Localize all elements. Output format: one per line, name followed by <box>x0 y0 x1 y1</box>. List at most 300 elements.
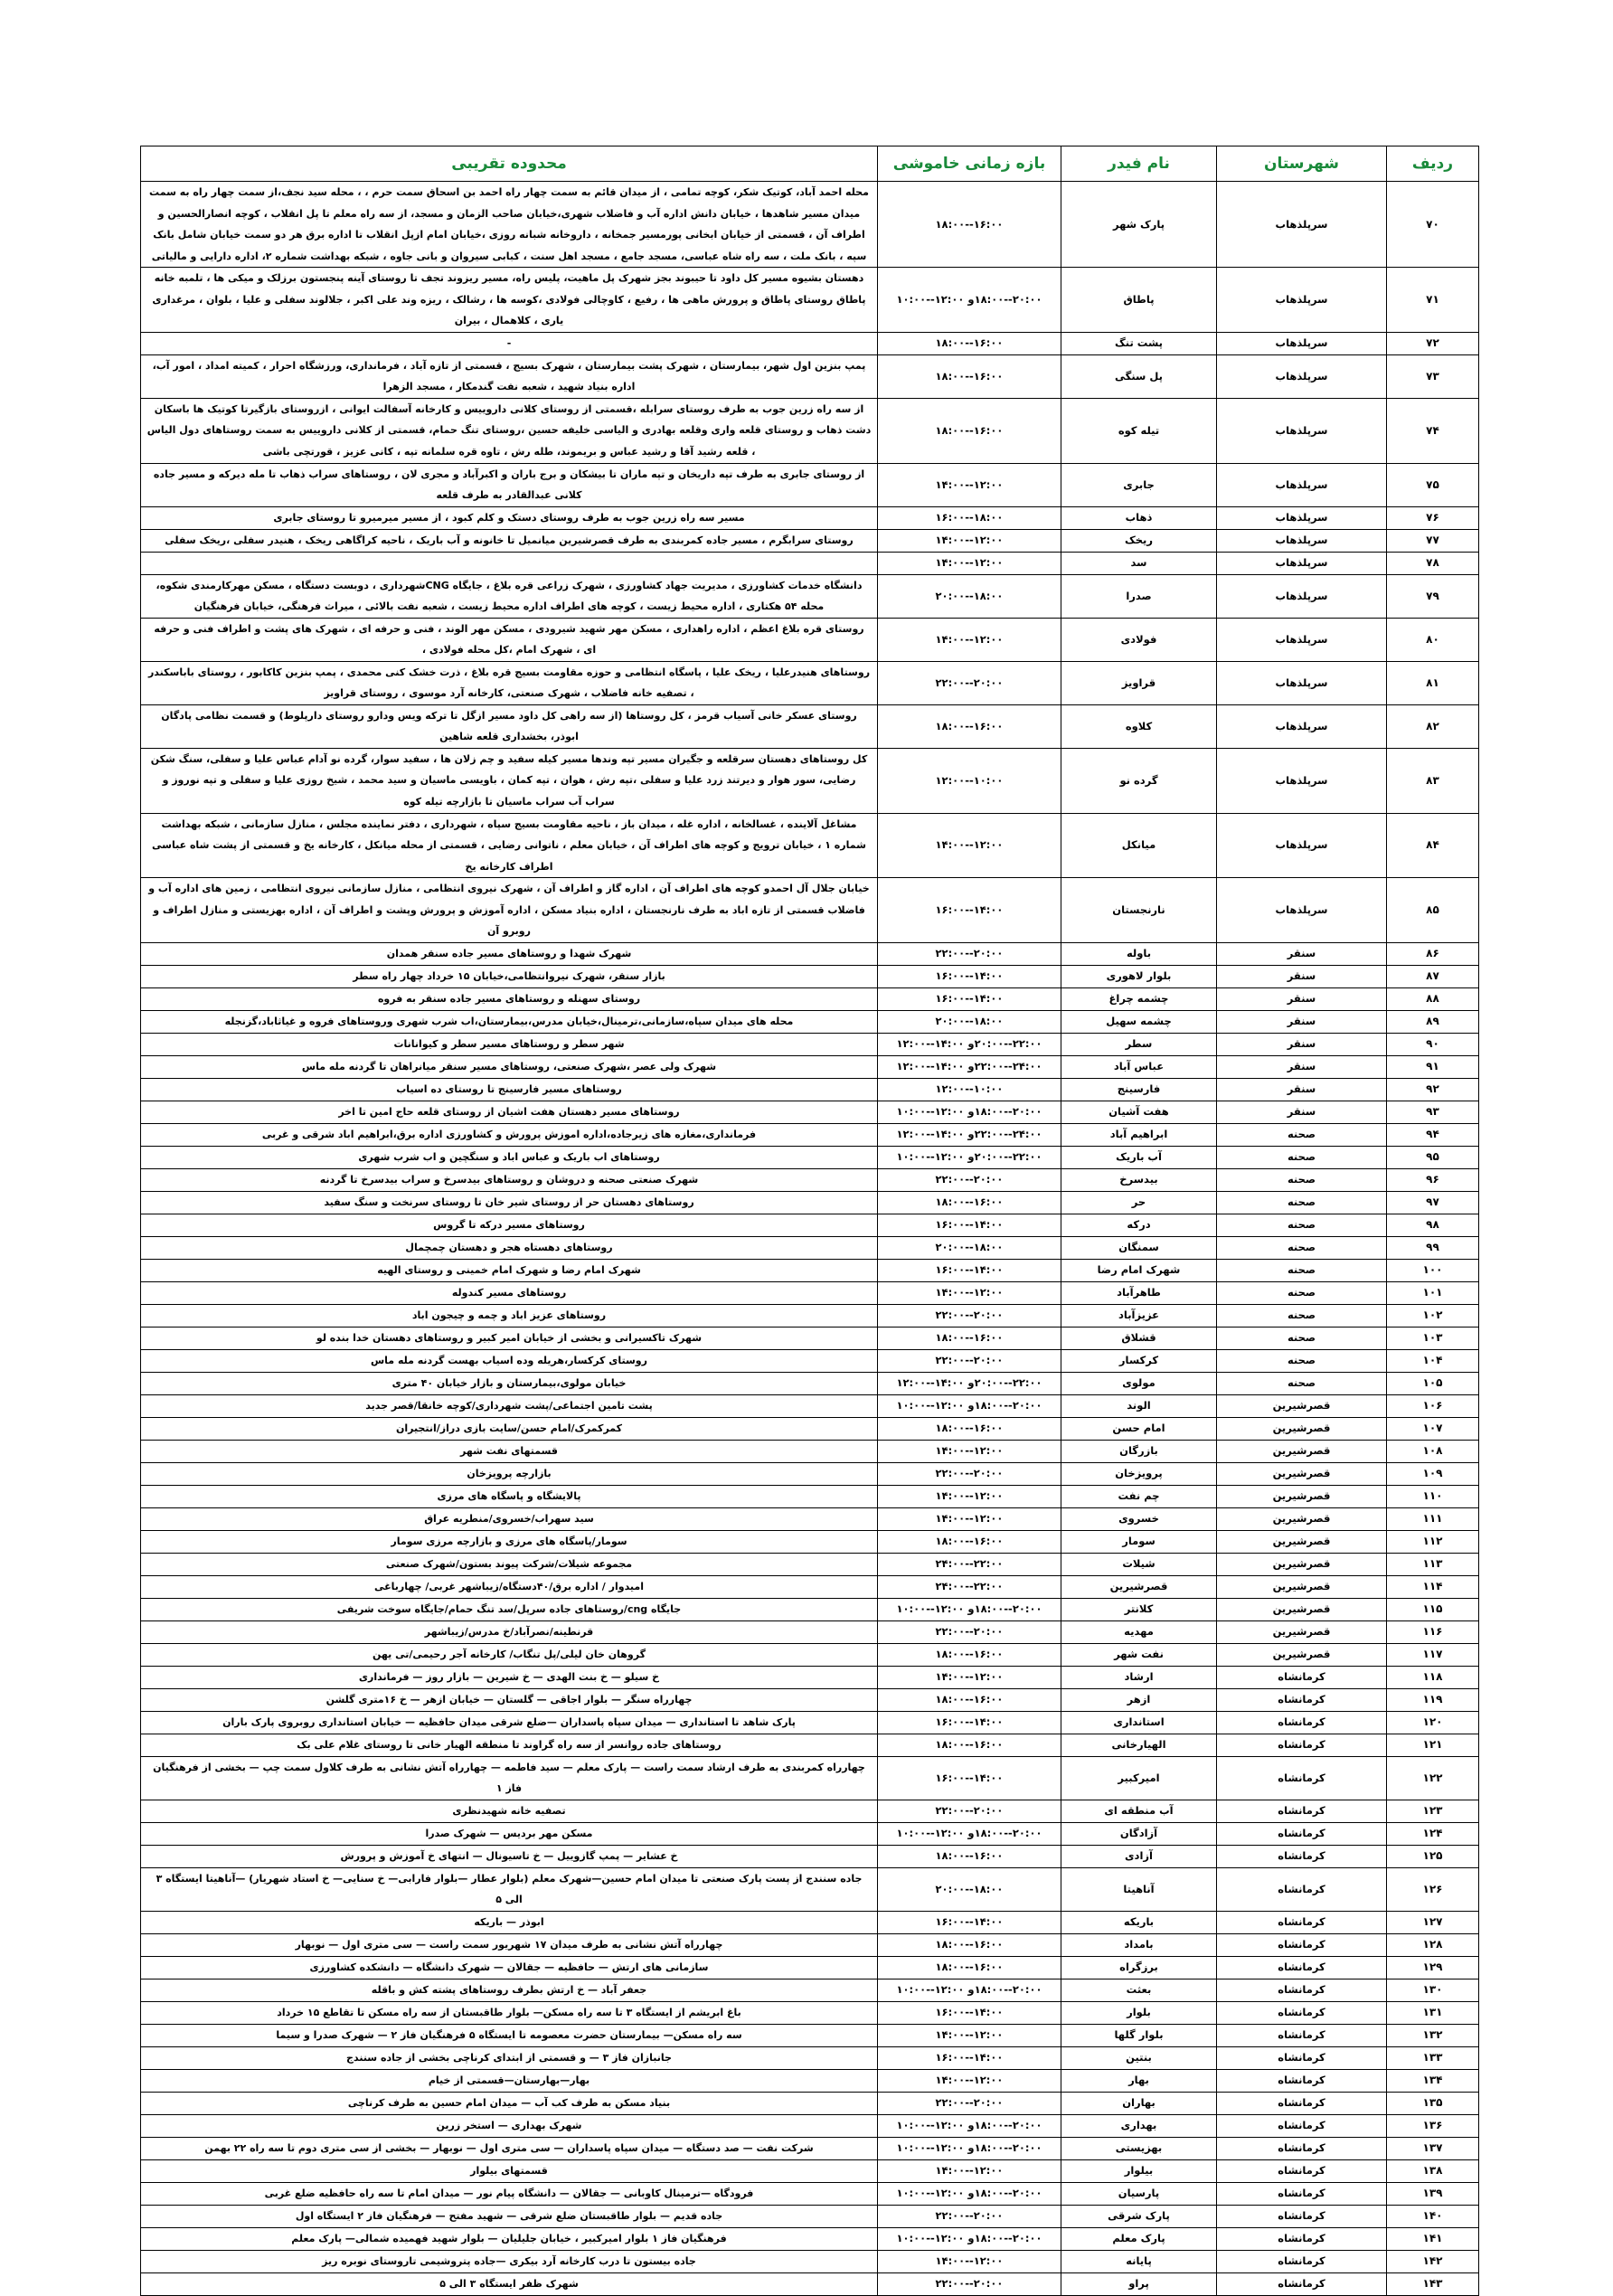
row-number: ۱۲۱ <box>1387 1734 1479 1756</box>
outage-time-cell: ۱۸:۰۰--۲۰:۰۰ <box>878 1010 1061 1033</box>
feeder-cell: کلاوه <box>1061 704 1217 748</box>
table-row <box>141 618 1479 661</box>
row-number: ۸۵ <box>1387 878 1479 943</box>
row-number: ۱۳۴ <box>1387 2069 1479 2092</box>
feeder-cell: گرده نو <box>1061 748 1217 813</box>
row-number: ۱۲۷ <box>1387 1911 1479 1933</box>
feeder-cell: بیلوار <box>1061 2159 1217 2182</box>
table-row <box>141 1800 1479 1822</box>
row-number: ۹۱ <box>1387 1055 1479 1078</box>
outage-time-cell: ۱۴:۰۰--۱۶:۰۰ <box>878 1711 1061 1734</box>
row-number: ۷۳ <box>1387 354 1479 398</box>
area-cell: کل روستاهای دهستان سرقلعه و جگیران مسیر تپه وندها مسیر کیله سفید و چم زلان ها ، سفید سوار، گرده نو آدام عباس علیا و سفلی، سنگ شکن رضایی، سور هوار و دیرتند زرد علیا و سفلی ،تپه رش ، هوان ، تپه کمان ، باویسی ماسیان و سید محمد ، شیخ روزی علیا و سفلی و تپه نوروز و سراب آب سراب ماسیان تا بازارچه تیله کوه <box>141 748 878 813</box>
table-row <box>141 1507 1479 1530</box>
city-cell: سرپلذهاب <box>1217 354 1387 398</box>
feeder-cell: ارشاد <box>1061 1666 1217 1688</box>
row-number: ۷۰ <box>1387 182 1479 268</box>
area-cell: بازار سنقر، شهرک نیروانتظامی،خیابان ۱۵ خرداد چهار راه سطر <box>141 965 878 987</box>
outage-time-cell: ۲۰:۰۰--۱۸:۰۰و ۱۲:۰۰--۱۰:۰۰ <box>878 1822 1061 1845</box>
feeder-cell: بهار <box>1061 2069 1217 2092</box>
city-cell: سرپلذهاب <box>1217 398 1387 463</box>
outage-schedule-sheet <box>140 146 1478 2296</box>
feeder-cell: خسروی <box>1061 1507 1217 1530</box>
outage-time-cell: ۲۰:۰۰--۲۲:۰۰ <box>878 1304 1061 1327</box>
table-row <box>141 354 1479 398</box>
area-cell: - <box>141 332 878 354</box>
area-cell: سید سهراب/خسروی/منطریه عراق <box>141 1507 878 1530</box>
header-row <box>141 146 1479 182</box>
area-cell: شهرک صنعتی صحنه و دروشان و روستاهای بیدسرخ و سراب بیدسرخ تا گردنه <box>141 1168 878 1191</box>
area-cell: روستاهای هنیدرعلیا ، ریخک علیا ، پاسگاه انتظامی و حوزه مقاومت بسیج قره بلاغ ، ذرت خشک کنی محمدی ، پمپ بنزین کاکابور ، روستای باباسکندر ، تصفیه خانه فاضلاب ، شهرک صنعتی، کارخانه آرد موسوی ، روستای قراویز <box>141 661 878 704</box>
area-cell <box>141 552 878 574</box>
feeder-cell: ذهاب <box>1061 506 1217 529</box>
feeder-cell: سد <box>1061 552 1217 574</box>
outage-time-cell: ۲۰:۰۰--۲۲:۰۰ <box>878 2205 1061 2227</box>
row-number: ۱۰۲ <box>1387 1304 1479 1327</box>
table-row <box>141 182 1479 268</box>
table-row <box>141 2250 1479 2272</box>
table-row <box>141 2114 1479 2137</box>
area-cell: پمپ بنزین اول شهر، بیمارستان ، شهرک پشت بیمارستان ، شهرک بسیج ، قسمتی از تازه آباد ، فرمانداری، ورزشگاه احرار ، کمیته امداد ، امور آب، اداره بنیاد شهید ، شعبه نفت گندمکار ، مسجد الزهرا <box>141 354 878 398</box>
feeder-cell: ابراهیم آباد <box>1061 1123 1217 1146</box>
feeder-cell: جابری <box>1061 463 1217 506</box>
city-cell: سرپلذهاب <box>1217 506 1387 529</box>
city-cell: سرپلذهاب <box>1217 618 1387 661</box>
outage-time-cell: ۱۴:۰۰--۱۶:۰۰ <box>878 1214 1061 1236</box>
city-cell: سرپلذهاب <box>1217 182 1387 268</box>
table-row <box>141 987 1479 1010</box>
outage-time-cell: ۱۲:۰۰--۱۴:۰۰ <box>878 2024 1061 2046</box>
outage-time-cell: ۲۰:۰۰--۱۸:۰۰و ۱۲:۰۰--۱۰:۰۰ <box>878 268 1061 333</box>
table-row <box>141 813 1479 878</box>
city-cell: قصرشیرین <box>1217 1530 1387 1553</box>
outage-time-cell: ۱۲:۰۰--۱۴:۰۰ <box>878 2069 1061 2092</box>
city-cell: صحنه <box>1217 1214 1387 1236</box>
row-number: ۱۱۲ <box>1387 1530 1479 1553</box>
row-number: ۱۴۳ <box>1387 2272 1479 2295</box>
outage-time-cell: ۱۲:۰۰--۱۴:۰۰ <box>878 813 1061 878</box>
feeder-cell: قراویز <box>1061 661 1217 704</box>
city-cell: صحنه <box>1217 1191 1387 1214</box>
area-cell: جاده قدیم — بلوار طاقبستان ضلع شرقی — شهید مفتح — فرهنگیان فاز ۲ ایستگاه اول <box>141 2205 878 2227</box>
city-cell: قصرشیرین <box>1217 1394 1387 1417</box>
table-row <box>141 1123 1479 1146</box>
table-row <box>141 661 1479 704</box>
table-row <box>141 1553 1479 1575</box>
table-row <box>141 1349 1479 1372</box>
outage-time-cell: ۱۴:۰۰--۱۶:۰۰ <box>878 987 1061 1010</box>
table-row <box>141 1417 1479 1440</box>
row-number: ۱۱۶ <box>1387 1620 1479 1643</box>
city-cell: سرپلذهاب <box>1217 529 1387 552</box>
outage-time-cell: ۲۰:۰۰--۲۲:۰۰ <box>878 2272 1061 2295</box>
outage-time-cell: ۲۲:۰۰--۲۴:۰۰ <box>878 1553 1061 1575</box>
row-number: ۹۵ <box>1387 1146 1479 1168</box>
feeder-cell: فولادی <box>1061 618 1217 661</box>
row-number: ۱۲۳ <box>1387 1800 1479 1822</box>
table-row <box>141 2046 1479 2069</box>
table-row <box>141 2069 1479 2092</box>
outage-time-cell: ۱۲:۰۰--۱۴:۰۰ <box>878 2250 1061 2272</box>
row-number: ۱۲۲ <box>1387 1756 1479 1800</box>
feeder-cell: بلوار گلها <box>1061 2024 1217 2046</box>
outage-time-cell: ۲۰:۰۰--۲۲:۰۰ <box>878 1349 1061 1372</box>
feeder-cell: کرکسار <box>1061 1349 1217 1372</box>
row-number: ۱۱۸ <box>1387 1666 1479 1688</box>
area-cell: خ عشایر — پمپ گازوییل — خ تاسیونال — انتهای خ آموزش و پرورش <box>141 1845 878 1867</box>
feeder-cell: پاطاق <box>1061 268 1217 333</box>
outage-time-cell: ۱۴:۰۰--۱۶:۰۰ <box>878 1911 1061 1933</box>
outage-time-cell: ۲۰:۰۰--۱۸:۰۰و ۱۲:۰۰--۱۰:۰۰ <box>878 1101 1061 1123</box>
row-number: ۱۰۵ <box>1387 1372 1479 1394</box>
feeder-cell: میانکل <box>1061 813 1217 878</box>
feeder-cell: باوله <box>1061 942 1217 965</box>
feeder-cell: شهرک امام رضا <box>1061 1259 1217 1281</box>
feeder-cell: سطر <box>1061 1033 1217 1055</box>
area-cell: سه راه مسکن— بیمارستان حضرت معصومه تا ایستگاه ۵ فرهنگیان فاز ۲ — شهرک صدرا و سیما <box>141 2024 878 2046</box>
area-cell: شهر سطر و روستاهای مسیر سطر و کیوانانات <box>141 1033 878 1055</box>
area-cell: خیابان مولوی،بیمارستان و بازار خیابان ۴۰ متری <box>141 1372 878 1394</box>
area-cell: کمرکمرک/امام حسن/سایت بازی دراز/انتجیران <box>141 1417 878 1440</box>
row-number: ۸۱ <box>1387 661 1479 704</box>
table-body <box>141 182 1479 2296</box>
feeder-cell: عباس آباد <box>1061 1055 1217 1078</box>
area-cell: محله های میدان سپاه،سازمانی،ترمینال،خیابان مدرس،بیمارستان،اب شرب شهری وروستاهای فروه و غیاثاباد،گزنجله <box>141 1010 878 1033</box>
row-number: ۸۴ <box>1387 813 1479 878</box>
feeder-cell: عزیزآباد <box>1061 1304 1217 1327</box>
city-cell: کرمانشاه <box>1217 2159 1387 2182</box>
city-cell: صحنه <box>1217 1259 1387 1281</box>
city-cell: کرمانشاه <box>1217 2069 1387 2092</box>
table-row <box>141 1711 1479 1734</box>
city-cell: صحنه <box>1217 1327 1387 1349</box>
city-cell: کرمانشاه <box>1217 2092 1387 2114</box>
feeder-cell: سومار <box>1061 1530 1217 1553</box>
table-row <box>141 1643 1479 1666</box>
feeder-cell: پارک معلم <box>1061 2227 1217 2250</box>
table-row <box>141 1394 1479 1417</box>
row-number: ۱۰۴ <box>1387 1349 1479 1372</box>
outage-time-cell: ۱۶:۰۰--۱۸:۰۰ <box>878 1688 1061 1711</box>
outage-time-cell: ۱۰:۰۰--۱۲:۰۰ <box>878 1078 1061 1101</box>
outage-time-cell: ۲۰:۰۰--۲۲:۰۰ <box>878 2092 1061 2114</box>
header-feeder-name: نام فیدر <box>1061 146 1217 182</box>
row-number: ۱۰۶ <box>1387 1394 1479 1417</box>
city-cell: سرپلذهاب <box>1217 704 1387 748</box>
row-number: ۹۲ <box>1387 1078 1479 1101</box>
outage-time-cell: ۱۸:۰۰--۱۶:۰۰ <box>878 506 1061 529</box>
city-cell: کرمانشاه <box>1217 1734 1387 1756</box>
row-number: ۱۰۷ <box>1387 1417 1479 1440</box>
city-cell: سنقر <box>1217 1101 1387 1123</box>
table-row <box>141 1078 1479 1101</box>
city-cell: قصرشیرین <box>1217 1598 1387 1620</box>
row-number: ۸۰ <box>1387 618 1479 661</box>
city-cell: سنقر <box>1217 1033 1387 1055</box>
outage-time-cell: ۲۰:۰۰--۲۲:۰۰ <box>878 1462 1061 1485</box>
outage-time-cell: ۱۲:۰۰--۱۴:۰۰ <box>878 529 1061 552</box>
table-row <box>141 268 1479 333</box>
area-cell: شهرک ظفر ایستگاه ۳ الی ۵ <box>141 2272 878 2295</box>
city-cell: قصرشیرین <box>1217 1485 1387 1507</box>
city-cell: سنقر <box>1217 942 1387 965</box>
feeder-cell: بنتین <box>1061 2046 1217 2069</box>
outage-time-cell: ۱۰:۰۰--۱۲:۰۰ <box>878 748 1061 813</box>
table-row <box>141 332 1479 354</box>
city-cell: قصرشیرین <box>1217 1417 1387 1440</box>
feeder-cell: ریخک <box>1061 529 1217 552</box>
city-cell: سنقر <box>1217 1055 1387 1078</box>
feeder-cell: نفت شهر <box>1061 1643 1217 1666</box>
outage-time-cell: ۲۰:۰۰--۲۲:۰۰ <box>878 1168 1061 1191</box>
table-row <box>141 1666 1479 1688</box>
row-number: ۱۴۲ <box>1387 2250 1479 2272</box>
city-cell: کرمانشاه <box>1217 2182 1387 2205</box>
row-number: ۹۷ <box>1387 1191 1479 1214</box>
outage-time-cell: ۲۰:۰۰--۲۲:۰۰ <box>878 661 1061 704</box>
table-row <box>141 398 1479 463</box>
city-cell: قصرشیرین <box>1217 1575 1387 1598</box>
outage-time-cell: ۱۶:۰۰--۱۸:۰۰ <box>878 398 1061 463</box>
city-cell: کرمانشاه <box>1217 2137 1387 2159</box>
outage-time-cell: ۱۶:۰۰--۱۸:۰۰ <box>878 1530 1061 1553</box>
table-row <box>141 1010 1479 1033</box>
outage-time-cell: ۱۸:۰۰--۲۰:۰۰ <box>878 1867 1061 1911</box>
feeder-cell: نارنجستان <box>1061 878 1217 943</box>
feeder-cell: چم نفت <box>1061 1485 1217 1507</box>
city-cell: کرمانشاه <box>1217 1911 1387 1933</box>
row-number: ۱۳۶ <box>1387 2114 1479 2137</box>
feeder-cell: بازرگان <box>1061 1440 1217 1462</box>
outage-table <box>140 146 1479 2296</box>
row-number: ۷۹ <box>1387 574 1479 618</box>
outage-time-cell: ۱۶:۰۰--۱۸:۰۰ <box>878 1643 1061 1666</box>
row-number: ۷۶ <box>1387 506 1479 529</box>
row-number: ۱۴۰ <box>1387 2205 1479 2227</box>
table-row <box>141 1327 1479 1349</box>
feeder-cell: برزگراه <box>1061 1956 1217 1979</box>
area-cell: فرمانداری،مغازه های زیرجاده،اداره اموزش پرورش و کشاورزی اداره برق،ابراهیم اباد شرقی و غربی <box>141 1123 878 1146</box>
city-cell: کرمانشاه <box>1217 1933 1387 1956</box>
outage-time-cell: ۱۴:۰۰--۱۶:۰۰ <box>878 1756 1061 1800</box>
city-cell: سرپلذهاب <box>1217 463 1387 506</box>
area-cell: شهرک امام رضا و شهرک امام خمینی و روستای الهیه <box>141 1259 878 1281</box>
table-row <box>141 1214 1479 1236</box>
feeder-cell: تیله کوه <box>1061 398 1217 463</box>
outage-time-cell: ۲۰:۰۰--۲۲:۰۰ <box>878 1800 1061 1822</box>
row-number: ۱۳۲ <box>1387 2024 1479 2046</box>
table-row <box>141 1440 1479 1462</box>
feeder-cell: قصرشیرین <box>1061 1575 1217 1598</box>
outage-time-cell: ۲۰:۰۰--۱۸:۰۰و ۱۲:۰۰--۱۰:۰۰ <box>878 2114 1061 2137</box>
city-cell: قصرشیرین <box>1217 1553 1387 1575</box>
table-row <box>141 1756 1479 1800</box>
city-cell: صحنه <box>1217 1123 1387 1146</box>
row-number: ۱۱۰ <box>1387 1485 1479 1507</box>
row-number: ۱۴۱ <box>1387 2227 1479 2250</box>
city-cell: کرمانشاه <box>1217 2205 1387 2227</box>
table-row <box>141 463 1479 506</box>
table-row <box>141 574 1479 618</box>
outage-time-cell: ۲۰:۰۰--۲۲:۰۰ <box>878 942 1061 965</box>
outage-time-cell: ۱۶:۰۰--۱۸:۰۰ <box>878 1191 1061 1214</box>
city-cell: کرمانشاه <box>1217 1867 1387 1911</box>
row-number: ۷۵ <box>1387 463 1479 506</box>
table-row <box>141 1033 1479 1055</box>
row-number: ۹۴ <box>1387 1123 1479 1146</box>
header-row-number: ردیف <box>1387 146 1479 182</box>
table-row <box>141 1530 1479 1553</box>
feeder-cell: پارک شرقی <box>1061 2205 1217 2227</box>
outage-time-cell: ۲۲:۰۰--۲۰:۰۰و ۱۴:۰۰--۱۲:۰۰ <box>878 1033 1061 1055</box>
outage-time-cell: ۲۲:۰۰--۲۰:۰۰و ۱۴:۰۰--۱۲:۰۰ <box>878 1372 1061 1394</box>
table-row <box>141 748 1479 813</box>
outage-time-cell: ۲۰:۰۰--۱۸:۰۰و ۱۲:۰۰--۱۰:۰۰ <box>878 2137 1061 2159</box>
table-row <box>141 2001 1479 2024</box>
feeder-cell: بیدسرخ <box>1061 1168 1217 1191</box>
outage-time-cell: ۲۰:۰۰--۱۸:۰۰و ۱۲:۰۰--۱۰:۰۰ <box>878 2227 1061 2250</box>
city-cell: سنقر <box>1217 965 1387 987</box>
feeder-cell: الوند <box>1061 1394 1217 1417</box>
area-cell: پشت تامین اجتماعی/پشت شهرداری/کوچه خانقا/قصر جدید <box>141 1394 878 1417</box>
area-cell: بنیاد مسکن به طرف کب آب — میدان امام حسین به طرف کرناچی <box>141 2092 878 2114</box>
feeder-cell: آزادگان <box>1061 1822 1217 1845</box>
row-number: ۱۳۱ <box>1387 2001 1479 2024</box>
outage-time-cell: ۱۲:۰۰--۱۴:۰۰ <box>878 463 1061 506</box>
row-number: ۱۳۷ <box>1387 2137 1479 2159</box>
outage-time-cell: ۱۶:۰۰--۱۸:۰۰ <box>878 1327 1061 1349</box>
city-cell: کرمانشاه <box>1217 1800 1387 1822</box>
feeder-cell: امام حسن <box>1061 1417 1217 1440</box>
area-cell: فرهنگیان فاز ۱ بلوار امیرکبیر ، خیابان جلیلیان — بلوار شهید فهمیده شمالی— پارک معلم <box>141 2227 878 2250</box>
area-cell: باغ ابریشم از ایستگاه ۳ تا سه راه مسکن— بلوار طاقبستان از سه راه مسکن تا تقاطع ۱۵ خرداد <box>141 2001 878 2024</box>
area-cell: جانبازان فاز ۳ — و قسمتی از ابتدای کرناچی بخشی از جاده سنندج <box>141 2046 878 2069</box>
area-cell: روستای سهنله و روستاهای مسیر جاده سنقر به فروه <box>141 987 878 1010</box>
feeder-cell: ازهر <box>1061 1688 1217 1711</box>
row-number: ۷۱ <box>1387 268 1479 333</box>
feeder-cell: پل سنگی <box>1061 354 1217 398</box>
row-number: ۱۰۰ <box>1387 1259 1479 1281</box>
outage-time-cell: ۱۲:۰۰--۱۴:۰۰ <box>878 2159 1061 2182</box>
area-cell: مشاغل آلاینده ، غسالخانه ، اداره غله ، میدان باز ، ناحیه مقاومت بسیج سپاه ، شهرداری ، دفتر نماینده مجلس ، منازل سازمانی ، شبکه بهداشت شماره ۱ ، خیابان ترویج و کوچه های اطراف آن ، خیابان معلم ، ناتوانی رضایی ، قسمتی از محله میانکل ، کارخانه یخ و قسمتی از پشت شاه عباسی اطراف کارخانه یخ <box>141 813 878 878</box>
area-cell: خیابان جلال آل احمدو کوچه های اطراف آن ، اداره گاز و اطراف آن ، شهرک نیروی انتظامی ، منازل سازمانی نیروی انتظامی ، زمین های اداره آب و فاضلاب قسمتی از تازه اباد به طرف نارنجستان ، اداره بنیاد مسکن ، اداره آموزش و پرورش وپشت و اطراف آن ، اداره بهزیستی و منازل اطراف و روبرو آن <box>141 878 878 943</box>
city-cell: صحنه <box>1217 1304 1387 1327</box>
area-cell: قسمتهای نفت شهر <box>141 1440 878 1462</box>
feeder-cell: الهیارخانی <box>1061 1734 1217 1756</box>
row-number: ۱۲۹ <box>1387 1956 1479 1979</box>
area-cell: قرنطینه/نصرآباد/خ مدرس/زیباشهر <box>141 1620 878 1643</box>
area-cell: خ سیلو — خ بنت الهدی — خ شیرین — بازار روز — فرمانداری <box>141 1666 878 1688</box>
row-number: ۷۷ <box>1387 529 1479 552</box>
row-number: ۱۱۷ <box>1387 1643 1479 1666</box>
feeder-cell: آناهیتا <box>1061 1867 1217 1911</box>
table-row <box>141 1304 1479 1327</box>
area-cell: گروهان خان لیلی/پل تنگاب/ کارخانه آجر رحیمی/تی یهن <box>141 1643 878 1666</box>
feeder-cell: امیرکبیر <box>1061 1756 1217 1800</box>
outage-time-cell: ۲۴:۰۰--۲۲:۰۰و ۱۴:۰۰--۱۲:۰۰ <box>878 1123 1061 1146</box>
city-cell: کرمانشاه <box>1217 1666 1387 1688</box>
city-cell: کرمانشاه <box>1217 1845 1387 1867</box>
area-cell: روستاهای عزیز اباد و چمه و چیجون اباد <box>141 1304 878 1327</box>
outage-time-cell: ۲۰:۰۰--۲۲:۰۰ <box>878 1620 1061 1643</box>
city-cell: کرمانشاه <box>1217 2024 1387 2046</box>
area-cell: تصفیه خانه شهیدنظری <box>141 1800 878 1822</box>
row-number: ۷۲ <box>1387 332 1479 354</box>
outage-time-cell: ۱۲:۰۰--۱۴:۰۰ <box>878 1666 1061 1688</box>
table-row <box>141 2137 1479 2159</box>
outage-time-cell: ۱۲:۰۰--۱۴:۰۰ <box>878 1281 1061 1304</box>
city-cell: کرمانشاه <box>1217 1956 1387 1979</box>
city-cell: قصرشیرین <box>1217 1643 1387 1666</box>
feeder-cell: پایانه <box>1061 2250 1217 2272</box>
city-cell: قصرشیرین <box>1217 1440 1387 1462</box>
city-cell: کرمانشاه <box>1217 2001 1387 2024</box>
area-cell: روستاهای جاده روانسر از سه راه گراوند تا منطقه الهیار خانی تا روستای غلام علی بک <box>141 1734 878 1756</box>
table-row <box>141 1822 1479 1845</box>
feeder-cell: بعثت <box>1061 1979 1217 2001</box>
area-cell: مسیر سه راه زرین جوب به طرف روستای دستک و کلم کبود ، از مسیر میرمیرو تا روستای جابری <box>141 506 878 529</box>
table-row <box>141 1191 1479 1214</box>
feeder-cell: چشمه سهیل <box>1061 1010 1217 1033</box>
outage-time-cell: ۱۶:۰۰--۱۸:۰۰ <box>878 1734 1061 1756</box>
feeder-cell: بلوار لاهوری <box>1061 965 1217 987</box>
feeder-cell: شیلات <box>1061 1553 1217 1575</box>
area-cell: سازمانی های ارتش — حافظیه — جقالان — شهرک دانشگاه — دانشکده کشاورزی <box>141 1956 878 1979</box>
feeder-cell: آزادی <box>1061 1845 1217 1867</box>
row-number: ۸۹ <box>1387 1010 1479 1033</box>
table-row <box>141 1281 1479 1304</box>
feeder-cell: پارسیان <box>1061 2182 1217 2205</box>
area-cell: جایگاه cng/روستاهای جاده سرپل/سد تنگ حمام/جایگاه سوخت شریفی <box>141 1598 878 1620</box>
row-number: ۱۰۹ <box>1387 1462 1479 1485</box>
city-cell: سرپلذهاب <box>1217 661 1387 704</box>
row-number: ۱۲۸ <box>1387 1933 1479 1956</box>
row-number: ۹۶ <box>1387 1168 1479 1191</box>
row-number: ۱۳۳ <box>1387 2046 1479 2069</box>
table-row <box>141 2092 1479 2114</box>
row-number: ۱۳۰ <box>1387 1979 1479 2001</box>
feeder-cell: چشمه چراغ <box>1061 987 1217 1010</box>
row-number: ۱۰۳ <box>1387 1327 1479 1349</box>
row-number: ۱۱۱ <box>1387 1507 1479 1530</box>
city-cell: صحنه <box>1217 1349 1387 1372</box>
row-number: ۸۶ <box>1387 942 1479 965</box>
city-cell: قصرشیرین <box>1217 1462 1387 1485</box>
city-cell: سنقر <box>1217 1010 1387 1033</box>
feeder-cell: پارک شهر <box>1061 182 1217 268</box>
header-approximate-area: محدوده تقریبی <box>141 146 878 182</box>
feeder-cell: طاهرآباد <box>1061 1281 1217 1304</box>
row-number: ۱۲۶ <box>1387 1867 1479 1911</box>
area-cell: قسمتهای بیلوار <box>141 2159 878 2182</box>
feeder-cell: صدرا <box>1061 574 1217 618</box>
city-cell: صحنه <box>1217 1168 1387 1191</box>
row-number: ۱۲۴ <box>1387 1822 1479 1845</box>
city-cell: کرمانشاه <box>1217 2272 1387 2295</box>
area-cell: محله احمد آباد، کوتیک شکر، کوچه تمامی ، از میدان قائم به سمت چهار راه احمد بن اسحاق سمت حرم ، ، محله سید نجف،از سمت چهار راه به سمت میدان مسیر شاهدها ، خیابان دانش اداره آب و فاضلاب شهری،خیابان صاحب الزمان و مسجد، از سه راه معلم تا پل انقلاب ، کوچه انصارالحسین و اطراف آن ، قسمتی از خیابان ابخانی پورمسیر جمخانه ، داروخانه شبانه روزی ،خیابان امام ازپل انقلاب تا اداره برق هر دو سمت خیابان شامل بانک سپه ، بانک ملت ، سه راه شاه عباسی، مسجد جامع ، مسجد اهل سنت ، کبابی سیروان و بانی جاوه ، شبکه بهداشت شماره ۲، اداره دارایی و مالیاتی <box>141 182 878 268</box>
area-cell: از سه راه زرین جوب به طرف روستای سرابله ،قسمتی از روستای کلانی داروییس و کارخانه آسفالت ایوانی ، ازروستای بازگیرتا کوتیک ها باسکان دشت ذهاب و روستای قلعه واری وقلعه بهادری و الیاسی خلیفه حسین ،روستای تنگ حمام، قسمتی از کلانی داروییس به سمت روستاهای دول الیاس ، قلعه رشید آقا و رشید عباس و بریموند، طله رش ، تاوه قره سلمانه تپه ، کانی عزیز ، قورتچی باشی <box>141 398 878 463</box>
outage-time-cell: ۱۲:۰۰--۱۴:۰۰ <box>878 1440 1061 1462</box>
table-row <box>141 1575 1479 1598</box>
city-cell: کرمانشاه <box>1217 1688 1387 1711</box>
table-row <box>141 1462 1479 1485</box>
row-number: ۷۴ <box>1387 398 1479 463</box>
area-cell: روستاهای مسیر فارسینج تا روستای ده اسیاب <box>141 1078 878 1101</box>
feeder-cell: پراو <box>1061 2272 1217 2295</box>
header-outage-time: بازه زمانی خاموشی <box>878 146 1061 182</box>
table-row <box>141 1259 1479 1281</box>
feeder-cell: مولوی <box>1061 1372 1217 1394</box>
